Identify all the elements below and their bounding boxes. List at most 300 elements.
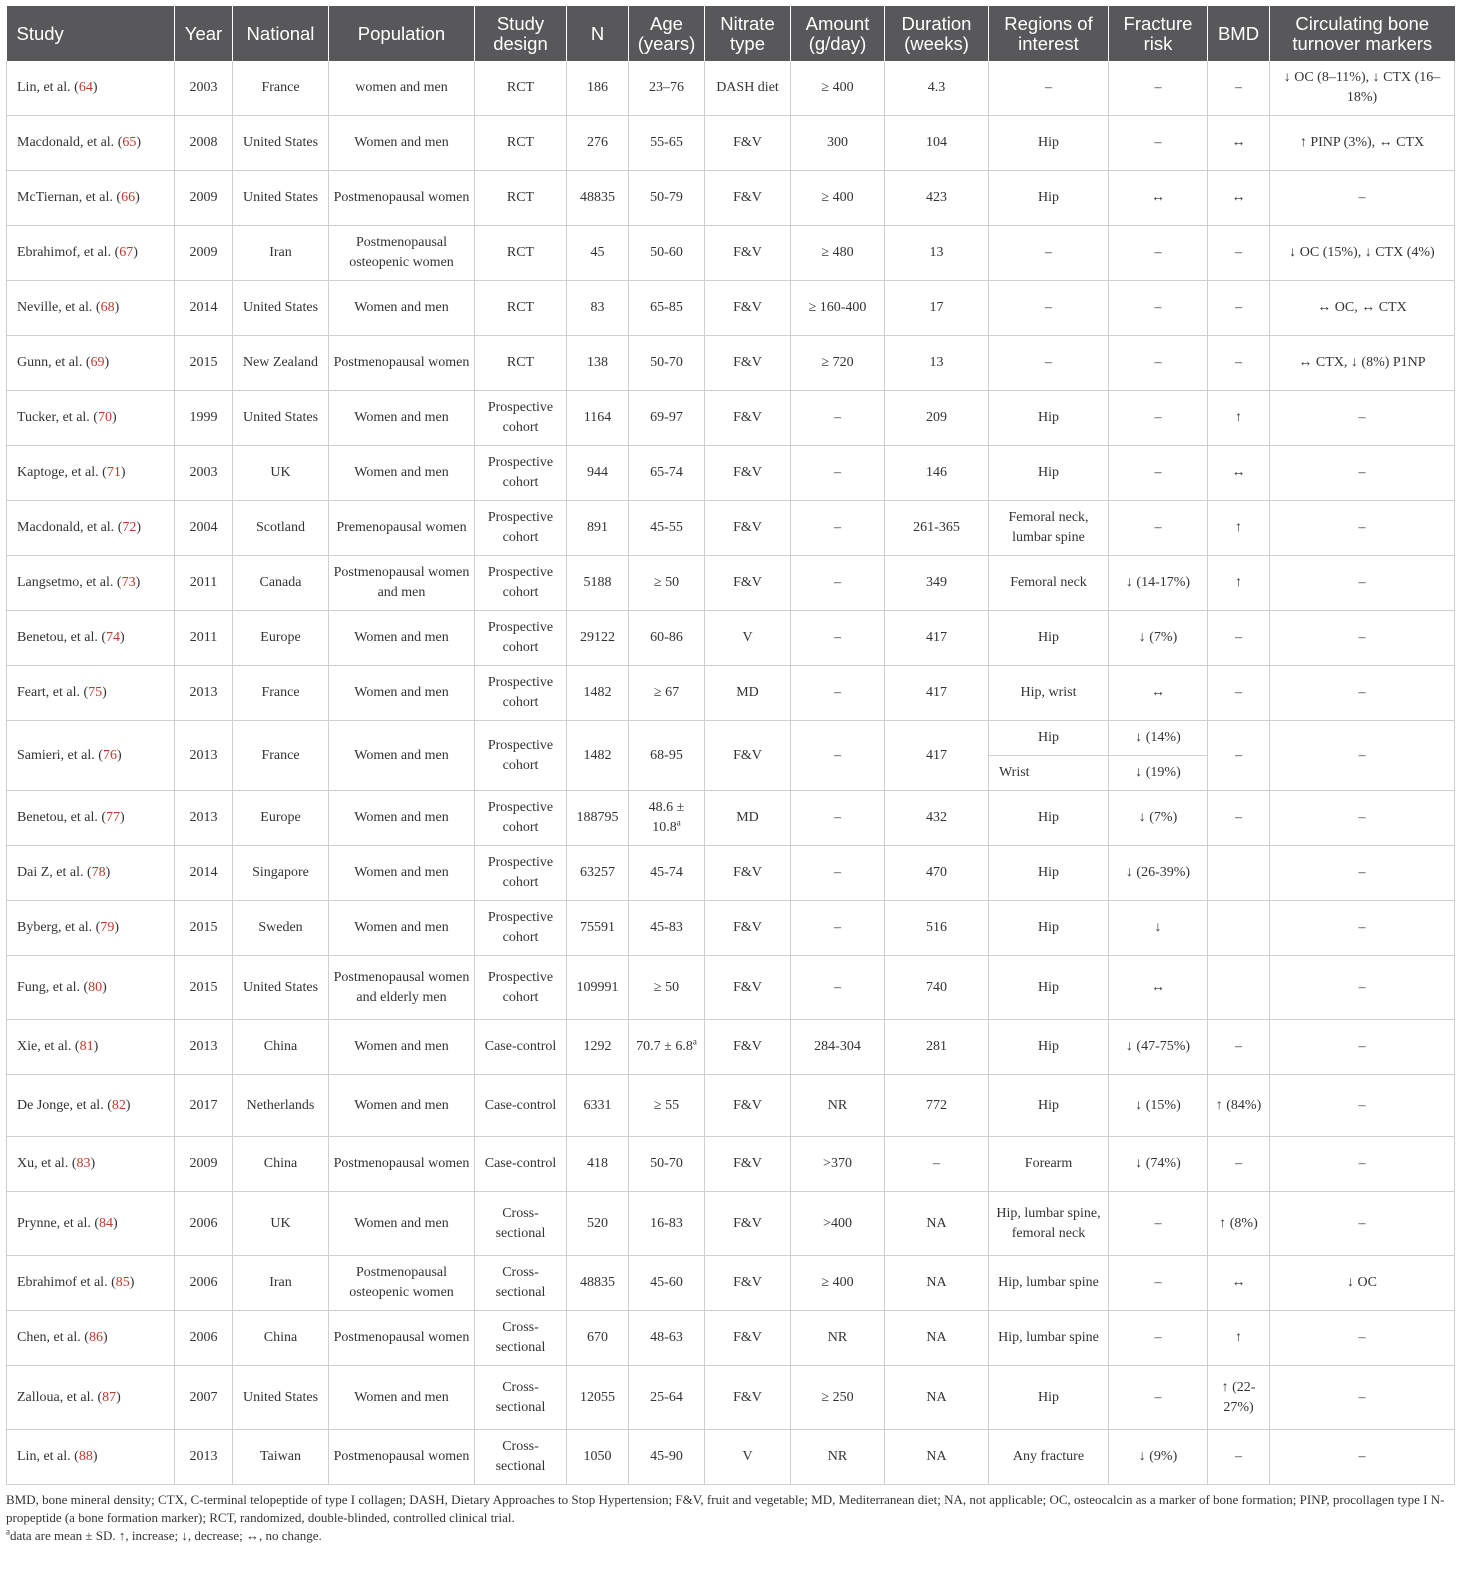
reference-link[interactable]: 85 xyxy=(115,1275,130,1290)
column-header: Nitrate type xyxy=(705,6,791,61)
regions-cell: Hip, lumbar spine xyxy=(989,1311,1109,1366)
n-cell: 670 xyxy=(567,1311,629,1366)
n-cell: 109991 xyxy=(567,956,629,1020)
reference-link[interactable]: 73 xyxy=(121,575,136,590)
nitrate-cell: F&V xyxy=(705,956,791,1020)
design-cell: Case-control xyxy=(475,1075,567,1137)
design-cell: Prospective cohort xyxy=(475,391,567,446)
markers-cell: – xyxy=(1270,791,1455,846)
amount-cell: ≥ 400 xyxy=(791,171,885,226)
studies-table xyxy=(6,6,1455,1485)
column-header: N xyxy=(567,6,629,61)
age-cell: 45-83 xyxy=(629,901,705,956)
duration-cell: 423 xyxy=(885,171,989,226)
n-cell: 48835 xyxy=(567,1256,629,1311)
amount-cell: ≥ 720 xyxy=(791,336,885,391)
population-cell: Women and men xyxy=(329,901,475,956)
fracture-cell: – xyxy=(1109,281,1208,336)
national-cell: China xyxy=(233,1311,329,1366)
markers-cell: ↔ CTX, ↓ (8%) P1NP xyxy=(1270,336,1455,391)
age-cell: 45-74 xyxy=(629,846,705,901)
study-name: Chen, et al. xyxy=(17,1330,81,1345)
fracture-cell: – xyxy=(1109,336,1208,391)
duration-cell: 516 xyxy=(885,901,989,956)
bmd-cell: – xyxy=(1208,61,1270,116)
population-cell: Women and men xyxy=(329,1075,475,1137)
markers-cell: – xyxy=(1270,1311,1455,1366)
bmd-cell: ↔ xyxy=(1208,171,1270,226)
study-name: Feart, et al. xyxy=(17,685,80,700)
n-cell: 1482 xyxy=(567,721,629,791)
study-cell: Lin, et al. (88) xyxy=(7,1430,175,1485)
regions-cell: Hip xyxy=(989,611,1109,666)
n-cell: 1164 xyxy=(567,391,629,446)
markers-cell: – xyxy=(1270,1192,1455,1256)
study-name: Benetou, et al. xyxy=(17,810,98,825)
year-cell: 2009 xyxy=(175,1137,233,1192)
national-cell: Taiwan xyxy=(233,1430,329,1485)
n-cell: 188795 xyxy=(567,791,629,846)
amount-cell: – xyxy=(791,846,885,901)
design-cell: RCT xyxy=(475,281,567,336)
markers-cell: – xyxy=(1270,846,1455,901)
table-row xyxy=(7,1430,1455,1485)
design-cell: RCT xyxy=(475,171,567,226)
national-cell: United States xyxy=(233,1366,329,1430)
amount-cell: >370 xyxy=(791,1137,885,1192)
bmd-cell xyxy=(1208,846,1270,901)
regions-cell: Hip xyxy=(989,791,1109,846)
amount-cell: – xyxy=(791,446,885,501)
bmd-cell: ↔ xyxy=(1208,1256,1270,1311)
national-cell: Europe xyxy=(233,611,329,666)
regions-cell: – xyxy=(989,281,1109,336)
year-cell: 2003 xyxy=(175,61,233,116)
year-cell: 2013 xyxy=(175,791,233,846)
regions-cell: Hip xyxy=(989,721,1109,756)
amount-cell: – xyxy=(791,556,885,611)
table-row xyxy=(7,1192,1455,1256)
table-header-row xyxy=(7,6,1455,61)
duration-cell: – xyxy=(885,1137,989,1192)
fracture-cell: – xyxy=(1109,501,1208,556)
study-cell: Zalloua, et al. (87) xyxy=(7,1366,175,1430)
bmd-cell: – xyxy=(1208,281,1270,336)
fracture-cell: ↓ (7%) xyxy=(1109,791,1208,846)
design-cell: RCT xyxy=(475,336,567,391)
bmd-cell: – xyxy=(1208,1430,1270,1485)
n-cell: 6331 xyxy=(567,1075,629,1137)
bmd-cell: – xyxy=(1208,1137,1270,1192)
age-value: 48.6 ± 10.8 xyxy=(648,800,685,835)
table-footnote xyxy=(6,1491,1454,1545)
study-cell: Prynne, et al. (84) xyxy=(7,1192,175,1256)
regions-cell: – xyxy=(989,336,1109,391)
reference-link[interactable]: 81 xyxy=(79,1039,94,1054)
age-cell: 69-97 xyxy=(629,391,705,446)
amount-cell: – xyxy=(791,721,885,791)
national-cell: Iran xyxy=(233,1256,329,1311)
year-cell: 2007 xyxy=(175,1366,233,1430)
study-name: Prynne, et al. xyxy=(17,1215,91,1231)
study-cell: Ebrahimof, et al. (67) xyxy=(7,226,175,281)
study-name: Gunn, et al. xyxy=(17,355,83,370)
reference-link[interactable]: 71 xyxy=(106,465,121,480)
reference-link[interactable]: 80 xyxy=(88,979,103,995)
fracture-cell: ↓ (9%) xyxy=(1109,1430,1208,1485)
duration-cell: NA xyxy=(885,1192,989,1256)
reference-link[interactable]: 88 xyxy=(78,1449,93,1464)
study-cell: Lin, et al. (64) xyxy=(7,61,175,116)
markers-cell: ↓ OC xyxy=(1270,1256,1455,1311)
age-cell: 48-63 xyxy=(629,1311,705,1366)
duration-cell: 417 xyxy=(885,666,989,721)
n-cell: 12055 xyxy=(567,1366,629,1430)
reference-link[interactable]: 67 xyxy=(119,245,134,260)
age-cell: 68-95 xyxy=(629,721,705,791)
year-cell: 2008 xyxy=(175,116,233,171)
design-cell: Cross-sectional xyxy=(475,1311,567,1366)
markers-cell: ↓ OC (8–11%), ↓ CTX (16–18%) xyxy=(1270,61,1455,116)
age-cell: 50-70 xyxy=(629,1137,705,1192)
national-cell: United States xyxy=(233,116,329,171)
duration-cell: 209 xyxy=(885,391,989,446)
table-row xyxy=(7,611,1455,666)
year-cell: 2011 xyxy=(175,556,233,611)
population-cell: Postmenopausal women xyxy=(329,171,475,226)
fracture-cell: ↓ (26-39%) xyxy=(1109,846,1208,901)
design-cell: Prospective cohort xyxy=(475,556,567,611)
year-cell: 2013 xyxy=(175,1020,233,1075)
amount-cell: – xyxy=(791,666,885,721)
n-cell: 48835 xyxy=(567,171,629,226)
year-cell: 2013 xyxy=(175,666,233,721)
fracture-cell: – xyxy=(1109,1192,1208,1256)
n-cell: 276 xyxy=(567,116,629,171)
reference-link[interactable]: 66 xyxy=(121,190,136,205)
study-cell: Ebrahimof et al. (85) xyxy=(7,1256,175,1311)
column-header: Age (years) xyxy=(629,6,705,61)
study-name: Tucker, et al. xyxy=(17,410,90,425)
fracture-cell: – xyxy=(1109,1366,1208,1430)
population-cell: Women and men xyxy=(329,1366,475,1430)
reference-link[interactable]: 79 xyxy=(100,920,115,935)
national-cell: Singapore xyxy=(233,846,329,901)
nitrate-cell: F&V xyxy=(705,1311,791,1366)
age-cell xyxy=(629,791,705,846)
study-name: Byberg, et al. xyxy=(17,920,93,935)
national-cell: France xyxy=(233,666,329,721)
n-cell: 186 xyxy=(567,61,629,116)
study-name: Samieri, et al. xyxy=(17,747,95,763)
nitrate-cell: F&V xyxy=(705,501,791,556)
amount-cell: NR xyxy=(791,1430,885,1485)
national-cell: France xyxy=(233,61,329,116)
markers-cell: ↓ OC (15%), ↓ CTX (4%) xyxy=(1270,226,1455,281)
markers-cell: – xyxy=(1270,956,1455,1020)
column-header: Fracture risk xyxy=(1109,6,1208,61)
design-cell: Prospective cohort xyxy=(475,501,567,556)
amount-cell: – xyxy=(791,391,885,446)
age-cell: 50-60 xyxy=(629,226,705,281)
reference-link[interactable]: 76 xyxy=(102,747,117,763)
fracture-cell: ↓ (15%) xyxy=(1109,1075,1208,1137)
reference-link[interactable]: 78 xyxy=(91,865,106,880)
national-cell: China xyxy=(233,1020,329,1075)
regions-cell: – xyxy=(989,226,1109,281)
study-cell: Benetou, et al. (77) xyxy=(7,791,175,846)
national-cell: UK xyxy=(233,1192,329,1256)
study-cell: Macdonald, et al. (65) xyxy=(7,116,175,171)
reference-link[interactable]: 83 xyxy=(76,1156,91,1171)
reference-link[interactable]: 74 xyxy=(106,630,121,645)
n-cell: 138 xyxy=(567,336,629,391)
reference-link[interactable]: 70 xyxy=(97,410,112,425)
study-cell: Benetou, et al. (74) xyxy=(7,611,175,666)
footnote-legend xyxy=(6,1527,1454,1545)
age-cell xyxy=(629,1020,705,1075)
year-cell: 2009 xyxy=(175,171,233,226)
design-cell: RCT xyxy=(475,226,567,281)
column-header: Duration (weeks) xyxy=(885,6,989,61)
column-header: Amount (g/day) xyxy=(791,6,885,61)
amount-cell: ≥ 400 xyxy=(791,61,885,116)
duration-cell: 4.3 xyxy=(885,61,989,116)
duration-cell: 417 xyxy=(885,611,989,666)
markers-cell: – xyxy=(1270,446,1455,501)
table-row xyxy=(7,1020,1455,1075)
study-name: Benetou, et al. xyxy=(17,630,98,645)
markers-cell: – xyxy=(1270,1430,1455,1485)
regions-cell: – xyxy=(989,61,1109,116)
markers-cell: – xyxy=(1270,556,1455,611)
design-cell: Prospective cohort xyxy=(475,791,567,846)
population-cell: Women and men xyxy=(329,116,475,171)
year-cell: 2003 xyxy=(175,446,233,501)
fracture-cell: – xyxy=(1109,61,1208,116)
population-cell: Postmenopausal osteopenic women xyxy=(329,226,475,281)
age-cell: 55-65 xyxy=(629,116,705,171)
population-cell: Women and men xyxy=(329,391,475,446)
bmd-cell: ↑ xyxy=(1208,391,1270,446)
nitrate-cell: F&V xyxy=(705,391,791,446)
markers-cell: – xyxy=(1270,666,1455,721)
study-name: Langsetmo, et al. xyxy=(17,575,114,590)
design-cell: Prospective cohort xyxy=(475,846,567,901)
bmd-cell: ↑ (22-27%) xyxy=(1208,1366,1270,1430)
year-cell: 2017 xyxy=(175,1075,233,1137)
study-name: Fung, et al. xyxy=(17,979,80,995)
age-cell: ≥ 67 xyxy=(629,666,705,721)
footnote-superscript: a xyxy=(6,1526,10,1537)
population-cell: Women and men xyxy=(329,611,475,666)
bmd-cell: ↑ xyxy=(1208,556,1270,611)
population-cell: Women and men xyxy=(329,1020,475,1075)
fracture-cell: ↓ (7%) xyxy=(1109,611,1208,666)
population-cell: Women and men xyxy=(329,666,475,721)
reference-link[interactable]: 69 xyxy=(90,355,105,370)
table-row xyxy=(7,721,1455,756)
amount-cell: – xyxy=(791,956,885,1020)
bmd-cell: – xyxy=(1208,226,1270,281)
study-cell: De Jonge, et al. (82) xyxy=(7,1075,175,1137)
population-cell: Women and men xyxy=(329,446,475,501)
year-cell: 2004 xyxy=(175,501,233,556)
table-row xyxy=(7,666,1455,721)
table-row xyxy=(7,61,1455,116)
table-row xyxy=(7,171,1455,226)
reference-link[interactable]: 64 xyxy=(78,80,93,95)
amount-cell: ≥ 480 xyxy=(791,226,885,281)
duration-cell: 740 xyxy=(885,956,989,1020)
duration-cell: 432 xyxy=(885,791,989,846)
amount-cell: – xyxy=(791,901,885,956)
age-superscript: a xyxy=(692,1036,697,1047)
fracture-cell: – xyxy=(1109,391,1208,446)
markers-cell: – xyxy=(1270,501,1455,556)
age-cell: ≥ 55 xyxy=(629,1075,705,1137)
table-container xyxy=(6,6,1454,1545)
age-cell: 45-55 xyxy=(629,501,705,556)
study-cell: Macdonald, et al. (72) xyxy=(7,501,175,556)
regions-cell: Hip xyxy=(989,391,1109,446)
fracture-cell: ↔ xyxy=(1109,666,1208,721)
duration-cell: 772 xyxy=(885,1075,989,1137)
markers-cell: – xyxy=(1270,721,1455,791)
fracture-cell: ↓ (47-75%) xyxy=(1109,1020,1208,1075)
study-name: McTiernan, et al. xyxy=(17,190,113,205)
study-name: Xie, et al. xyxy=(17,1039,72,1054)
table-row xyxy=(7,846,1455,901)
study-name: Xu, et al. xyxy=(17,1156,69,1171)
bmd-cell: – xyxy=(1208,1020,1270,1075)
bmd-cell: ↔ xyxy=(1208,116,1270,171)
national-cell: Netherlands xyxy=(233,1075,329,1137)
year-cell: 2013 xyxy=(175,721,233,791)
n-cell: 520 xyxy=(567,1192,629,1256)
amount-cell: NR xyxy=(791,1075,885,1137)
regions-cell: Femoral neck xyxy=(989,556,1109,611)
nitrate-cell: F&V xyxy=(705,1020,791,1075)
reference-link[interactable]: 75 xyxy=(88,685,103,700)
study-name: Neville, et al. xyxy=(17,300,93,315)
duration-cell: NA xyxy=(885,1311,989,1366)
nitrate-cell: V xyxy=(705,1430,791,1485)
n-cell: 891 xyxy=(567,501,629,556)
table-body xyxy=(7,61,1455,1485)
national-cell: Europe xyxy=(233,791,329,846)
reference-link[interactable]: 65 xyxy=(122,135,137,150)
year-cell: 2015 xyxy=(175,956,233,1020)
amount-cell: ≥ 400 xyxy=(791,1256,885,1311)
reference-link[interactable]: 68 xyxy=(100,300,115,315)
design-cell: RCT xyxy=(475,116,567,171)
design-cell: Cross-sectional xyxy=(475,1430,567,1485)
reference-link[interactable]: 84 xyxy=(99,1215,114,1231)
study-cell: Feart, et al. (75) xyxy=(7,666,175,721)
nitrate-cell: F&V xyxy=(705,336,791,391)
bmd-cell: ↑ (84%) xyxy=(1208,1075,1270,1137)
study-name: Macdonald, et al. xyxy=(17,135,115,150)
study-cell: Chen, et al. (86) xyxy=(7,1311,175,1366)
bmd-cell: – xyxy=(1208,721,1270,791)
reference-link[interactable]: 86 xyxy=(88,1330,103,1345)
regions-cell: Hip xyxy=(989,171,1109,226)
bmd-cell: – xyxy=(1208,336,1270,391)
study-cell: Langsetmo, et al. (73) xyxy=(7,556,175,611)
duration-cell: NA xyxy=(885,1430,989,1485)
nitrate-cell: F&V xyxy=(705,1256,791,1311)
nitrate-cell: F&V xyxy=(705,1366,791,1430)
duration-cell: 349 xyxy=(885,556,989,611)
population-cell: Postmenopausal women xyxy=(329,1430,475,1485)
n-cell: 45 xyxy=(567,226,629,281)
nitrate-cell: F&V xyxy=(705,1192,791,1256)
bmd-cell: – xyxy=(1208,666,1270,721)
study-name: Kaptoge, et al. xyxy=(17,465,99,480)
nitrate-cell: F&V xyxy=(705,721,791,791)
reference-link[interactable]: 77 xyxy=(106,810,121,825)
design-cell: RCT xyxy=(475,61,567,116)
age-superscript: a xyxy=(676,817,681,828)
design-cell: Case-control xyxy=(475,1020,567,1075)
population-cell: Women and men xyxy=(329,791,475,846)
regions-cell: Forearm xyxy=(989,1137,1109,1192)
amount-cell: 300 xyxy=(791,116,885,171)
study-name: Lin, et al. xyxy=(17,1449,71,1464)
study-cell: Samieri, et al. (76) xyxy=(7,721,175,791)
n-cell: 83 xyxy=(567,281,629,336)
amount-cell: ≥ 250 xyxy=(791,1366,885,1430)
regions-cell: Any fracture xyxy=(989,1430,1109,1485)
reference-link[interactable]: 82 xyxy=(111,1097,126,1113)
table-row xyxy=(7,791,1455,846)
fracture-cell: ↔ xyxy=(1109,171,1208,226)
design-cell: Prospective cohort xyxy=(475,666,567,721)
reference-link[interactable]: 72 xyxy=(122,520,137,535)
nitrate-cell: V xyxy=(705,611,791,666)
study-cell: Fung, et al. (80) xyxy=(7,956,175,1020)
bmd-cell: – xyxy=(1208,791,1270,846)
national-cell: Iran xyxy=(233,226,329,281)
table-row xyxy=(7,1366,1455,1430)
regions-cell: Hip xyxy=(989,901,1109,956)
population-cell: Postmenopausal women and elderly men xyxy=(329,956,475,1020)
column-header: Study xyxy=(7,6,175,61)
column-header: Regions of interest xyxy=(989,6,1109,61)
study-name: De Jonge, et al. xyxy=(17,1097,104,1113)
regions-cell: Hip xyxy=(989,116,1109,171)
regions-cell: Hip, wrist xyxy=(989,666,1109,721)
nitrate-cell: F&V xyxy=(705,556,791,611)
design-cell: Cross-sectional xyxy=(475,1192,567,1256)
study-cell: McTiernan, et al. (66) xyxy=(7,171,175,226)
regions-cell: Wrist xyxy=(989,756,1109,791)
study-name: Ebrahimof, et al. xyxy=(17,245,112,260)
year-cell: 2015 xyxy=(175,336,233,391)
bmd-cell: ↔ xyxy=(1208,446,1270,501)
table-row xyxy=(7,446,1455,501)
amount-cell: ≥ 160-400 xyxy=(791,281,885,336)
national-cell: Scotland xyxy=(233,501,329,556)
reference-link[interactable]: 87 xyxy=(102,1389,117,1405)
nitrate-cell: F&V xyxy=(705,846,791,901)
study-cell: Neville, et al. (68) xyxy=(7,281,175,336)
duration-cell: 261-365 xyxy=(885,501,989,556)
age-cell: 45-90 xyxy=(629,1430,705,1485)
fracture-cell: – xyxy=(1109,226,1208,281)
regions-cell: Hip xyxy=(989,446,1109,501)
